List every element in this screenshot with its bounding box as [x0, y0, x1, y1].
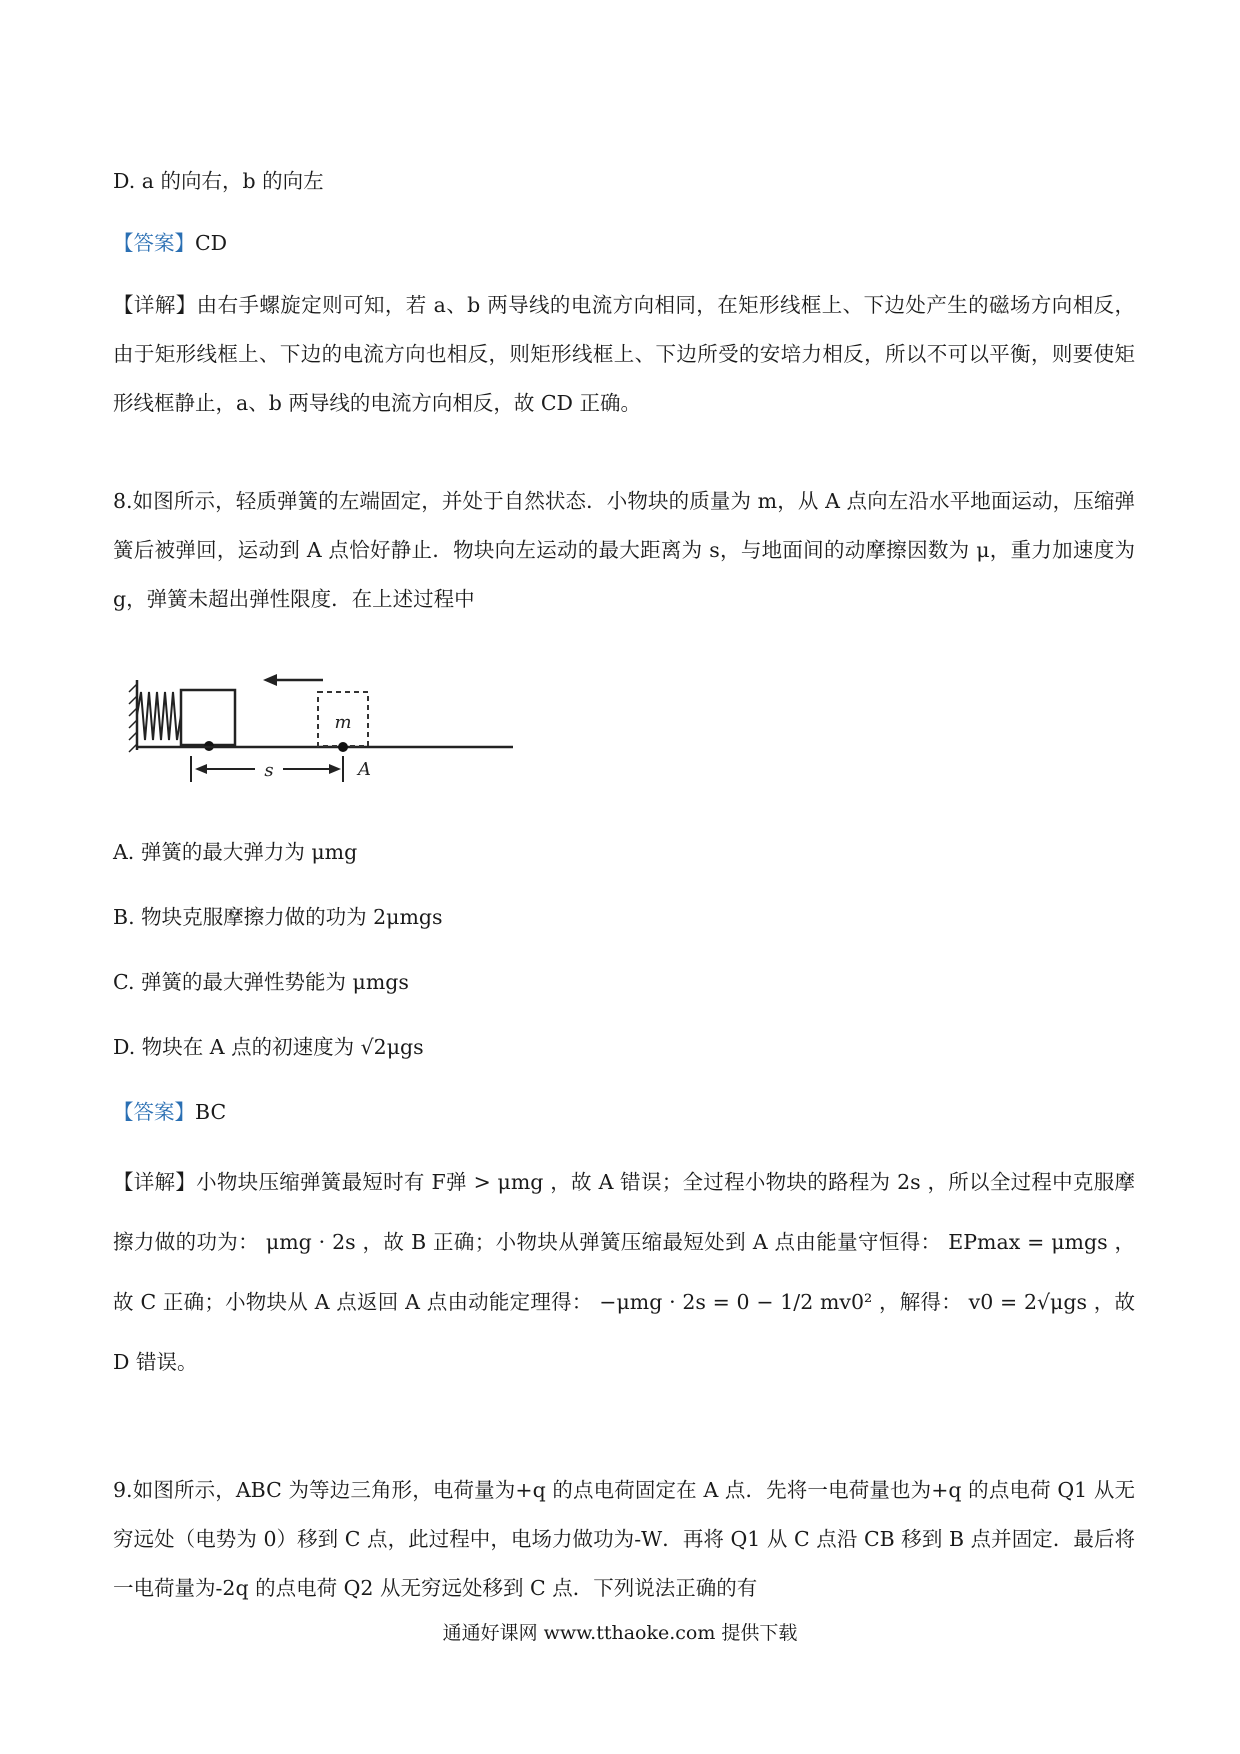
answer-value: BC [195, 1100, 227, 1124]
answer-value: CD [195, 231, 228, 255]
spring-block-figure [113, 670, 523, 810]
q7-answer [113, 228, 227, 258]
left-arrow-icon [263, 674, 277, 686]
q8-option-d: D. 物块在 A 点的初速度为 √2μgs [113, 1035, 424, 1059]
point-label: A [358, 759, 371, 780]
q9-stem: 9.如图所示，ABC 为等边三角形，电荷量为+q 的点电荷固定在 A 点．先将一电荷量也为+q 的点电荷 Q1 从无穷远处（电势为 0）移到 C 点，此过程中，电场力做功为-W．再将 Q1 从 C 点沿 CB 移到 B 点并固定．最后将一电荷量为-2q 的点电荷 Q2 从无穷远处移到 C 点．下列说法正确的有 [113, 1478, 1135, 1600]
q8-stem: 8.如图所示，轻质弹簧的左端固定，并处于自然状态．小物块的质量为 m，从 A 点向左沿水平地面运动，压缩弹簧后被弹回，运动到 A 点恰好静止．物块向左运动的最大距离为 s，与地面间的动摩擦因数为 μ，重力加速度为 g，弹簧未超出弹性限度．在上述过程中 [113, 489, 1135, 611]
spring [137, 692, 181, 740]
detail-text: 由右手螺旋定则可知，若 a、b 两导线的电流方向相同，在矩形线框上、下边处产生的磁场方向相反，由于矩形线框上、下边的电流方向也相反，则矩形线框上、下边所受的安培力相反，所以不可以平衡，则要使矩形线框静止，a、b 两导线的电流方向相反，故 CD 正确。 [113, 293, 1136, 415]
q8-option-a: A. 弹簧的最大弹力为 μmg [113, 840, 358, 864]
q8-detail [113, 1152, 1135, 1392]
q8-option-c: C. 弹簧的最大弹性势能为 μmgs [113, 970, 409, 994]
q7-detail [113, 281, 1135, 428]
q8-answer [113, 1097, 226, 1127]
answer-tag: 【答案】 [113, 231, 195, 255]
answer-tag: 【答案】 [113, 1100, 195, 1124]
detail-text: 小物块压缩弹簧最短时有 F弹 > μmg ，故 A 错误；全过程小物块的路程为 2s ，所以全过程中克服摩擦力做的功为： μmg · 2s ，故 B 正确；小物块从弹簧压缩最短处到 A 点由能量守恒得： EPmax = μmgs ，故 C 正确；小物块从 A 点返回 A 点由动能定理得： −μmg · 2s = 0 − 1/2 mv0² ，解得： v0 = 2√μgs ，故 D 错误。 [113, 1170, 1135, 1374]
page-footer: 通通好课网 www.tthaoke.com 提供下载 [442, 1622, 798, 1644]
detail-tag: 【详解】 [113, 1170, 197, 1194]
distance-label: s [264, 760, 274, 781]
q7-option-d: D. a 的向右，b 的向左 [113, 169, 324, 193]
detail-tag: 【详解】 [113, 293, 197, 317]
block-compressed [181, 690, 235, 745]
q8-option-b: B. 物块克服摩擦力做的功为 2μmgs [113, 905, 443, 929]
mass-label: m [334, 712, 352, 733]
